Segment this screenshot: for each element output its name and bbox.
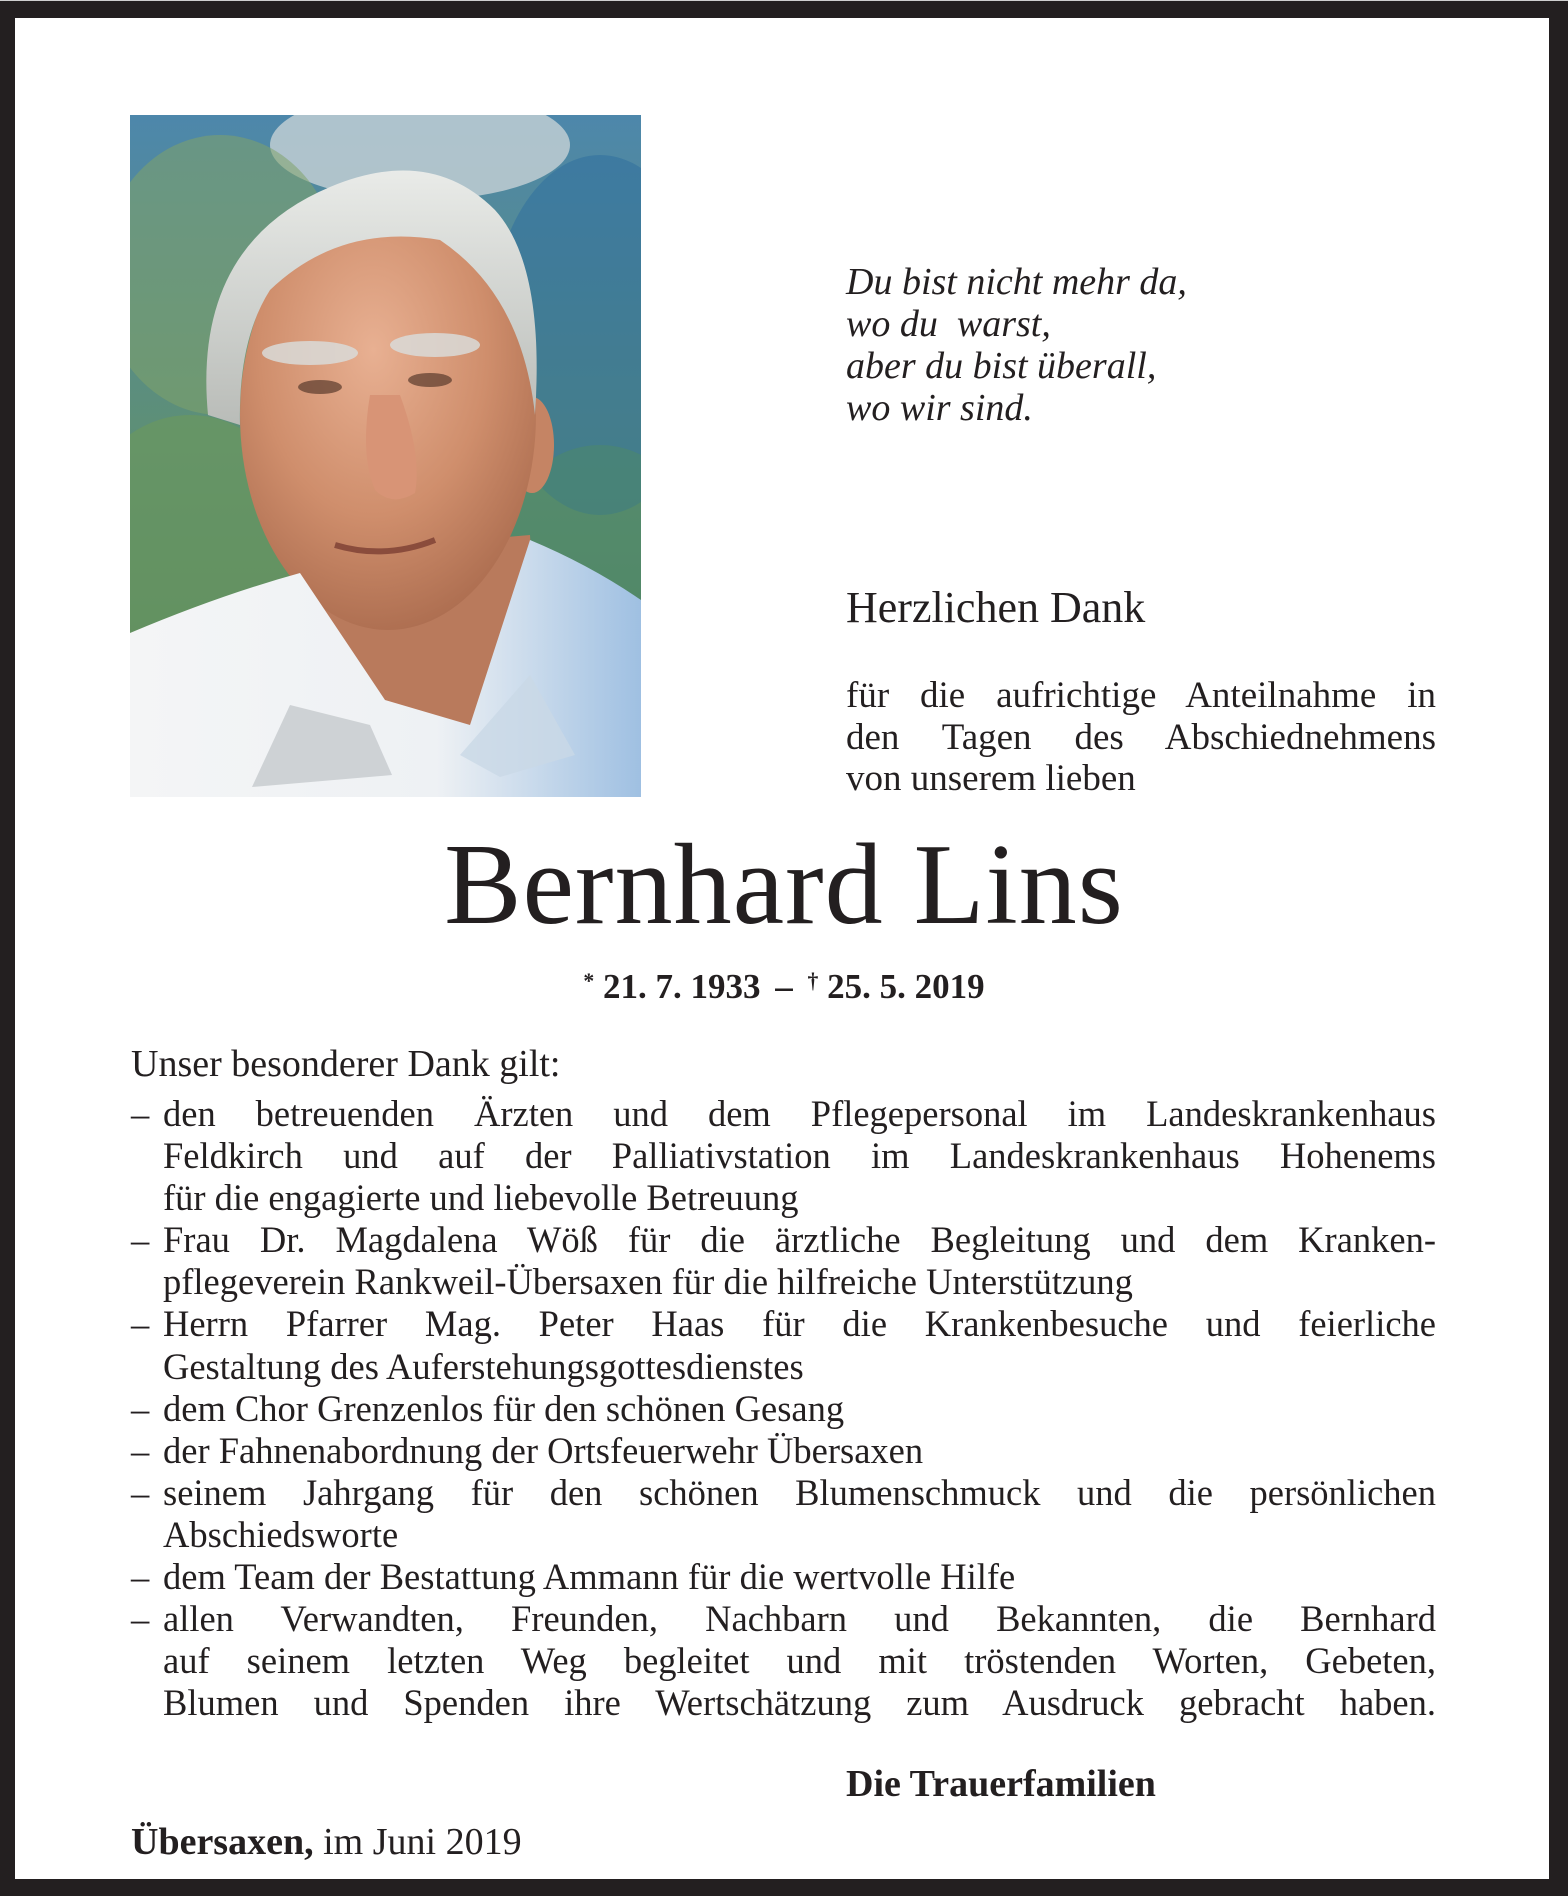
death-cross-icon: † — [807, 969, 819, 993]
thanks-item — [131, 1430, 1436, 1472]
portrait-photo — [130, 115, 641, 797]
thanks-item-text — [163, 1093, 1436, 1219]
thanks-item-text — [163, 1388, 1436, 1430]
photo-eye-left — [298, 380, 342, 394]
thanks-item-line: Abschiedsworte — [163, 1513, 399, 1555]
bullet-dash: – — [131, 1429, 150, 1471]
thanks-item-text — [163, 1472, 1436, 1556]
thanks-paragraph-line: den Tagen des Abschiednehmens — [846, 716, 1436, 758]
thanks-item — [131, 1219, 1436, 1303]
thanks-item-line: Frau Dr. Magdalena Wöß für die ärztliche Begleitung und dem Kranken- — [163, 1219, 1436, 1261]
place-name: Übersaxen, — [131, 1821, 314, 1863]
thanks-paragraph-line: von unserem lieben — [846, 758, 1136, 799]
date-separator: – — [775, 966, 793, 1006]
photo-eyebrow-left — [262, 341, 358, 365]
deceased-name: Bernhard Lins — [444, 821, 1124, 949]
quote-line: Du bist nicht mehr da, — [846, 261, 1187, 303]
portrait-photo-graphic — [130, 115, 641, 797]
bullet-dash: – — [131, 1387, 150, 1429]
thanks-item-text — [163, 1303, 1436, 1387]
thanks-item — [131, 1598, 1436, 1724]
thanks-item-line: Herrn Pfarrer Mag. Peter Haas für die Krankenbesuche und feierliche — [163, 1303, 1436, 1345]
quote-line: wo wir sind. — [846, 387, 1033, 429]
thanks-paragraph — [846, 675, 1436, 800]
thanks-item-line: Feldkirch und auf der Palliativstation im Landeskrankenhaus Hohenems — [163, 1135, 1436, 1177]
photo-eyebrow-right — [390, 333, 480, 357]
special-thanks-intro: Unser besonderer Dank gilt: — [131, 1043, 561, 1085]
memorial-quote — [846, 261, 1187, 429]
thanks-item — [131, 1556, 1436, 1598]
special-thanks-list — [131, 1093, 1436, 1724]
quote-line: aber du bist überall, — [846, 345, 1157, 387]
thanks-item — [131, 1472, 1436, 1556]
thanks-item — [131, 1388, 1436, 1430]
frame-top-edge — [0, 0, 1568, 1]
thanks-item-text — [163, 1430, 1436, 1472]
bullet-dash: – — [131, 1219, 150, 1261]
thanks-item-line: für die engagierte und liebevolle Betreuung — [163, 1177, 799, 1219]
signature: Die Trauerfamilien — [846, 1763, 1156, 1805]
quote-line: wo du warst, — [846, 303, 1051, 345]
thanks-item-line: den betreuenden Ärzten und dem Pflegepersonal im Landeskrankenhaus — [163, 1093, 1436, 1134]
thanks-item — [131, 1093, 1436, 1219]
thanks-item-line: dem Chor Grenzenlos für den schönen Gesang — [163, 1387, 845, 1429]
thanks-item-line: Gestaltung des Auferstehungsgottesdienstes — [163, 1345, 804, 1387]
thanks-paragraph-line: für die aufrichtige Anteilnahme in — [846, 675, 1436, 716]
thanks-item-line: auf seinem letzten Weg begleitet und mit tröstenden Worten, Gebeten, — [163, 1640, 1436, 1682]
bullet-dash: – — [131, 1598, 150, 1640]
thanks-item-line: dem Team der Bestattung Ammann für die wertvolle Hilfe — [163, 1556, 1016, 1598]
thanks-item-line: allen Verwandten, Freunden, Nachbarn und Bekannten, die Bernhard — [163, 1598, 1436, 1640]
life-dates — [0, 961, 1568, 1007]
notice-date: im Juni 2019 — [323, 1821, 522, 1863]
thanks-item-line: Blumen und Spenden ihre Wertschätzung zum Ausdruck gebracht haben. — [163, 1682, 1436, 1724]
photo-eye-right — [408, 373, 452, 387]
bullet-dash: – — [131, 1093, 150, 1134]
thanks-item-text — [163, 1219, 1436, 1303]
thanks-item-line: der Fahnenabordnung der Ortsfeuerwehr Übersaxen — [163, 1429, 924, 1471]
thanks-item-text — [163, 1598, 1436, 1724]
thanks-item-text — [163, 1556, 1436, 1598]
place-date — [131, 1820, 522, 1864]
birth-star-icon: * — [583, 969, 595, 993]
bullet-dash: – — [131, 1556, 150, 1598]
thanks-item-line: pflegeverein Rankweil-Übersaxen für die hilfreiche Unterstützung — [163, 1261, 1133, 1303]
bullet-dash: – — [131, 1303, 150, 1345]
thanks-item — [131, 1303, 1436, 1387]
death-date: 25. 5. 2019 — [827, 966, 985, 1006]
thanks-item-line: seinem Jahrgang für den schönen Blumenschmuck und die persönlichen — [163, 1471, 1436, 1513]
bullet-dash: – — [131, 1471, 150, 1513]
thanks-heading: Herzlichen Dank — [846, 583, 1146, 632]
birth-date: 21. 7. 1933 — [603, 966, 761, 1006]
